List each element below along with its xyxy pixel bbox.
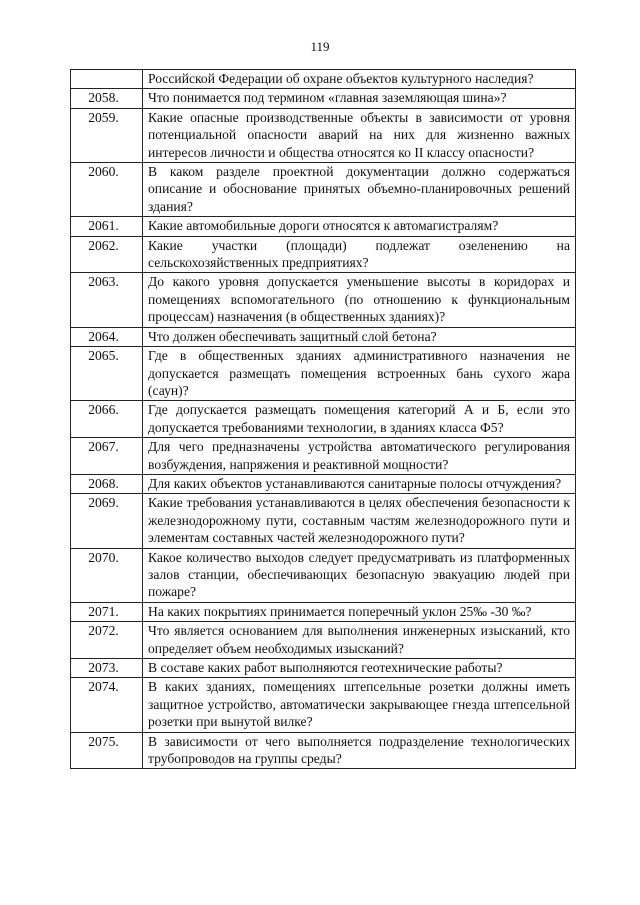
question-text: Для каких объектов устанавливаются санитарные полосы отчуждения? [143, 474, 576, 493]
question-number: 2067. [71, 438, 143, 475]
page-number: 119 [310, 39, 330, 54]
question-text: В составе каких работ выполняются геотехнические работы? [143, 659, 576, 678]
question-text: В зависимости от чего выполняется подразделение технологических трубопроводов на группы среды? [143, 732, 576, 769]
table-row [71, 163, 576, 217]
question-number: 2061. [71, 217, 143, 236]
question-text: До какого уровня допускается уменьшение высоты в коридорах и помещениях вспомогательного (по отношению к функциональным процессам) назначения (в общественных зданиях)? [143, 273, 576, 327]
question-text: Что понимается под термином «главная заземляющая шина»? [143, 89, 576, 108]
question-number: 2065. [71, 347, 143, 401]
question-text: Какие опасные производственные объекты в зависимости от уровня потенциальной опасности аварий на них для жизненно важных интересов личности и общества относятся ко II классу опасности? [143, 108, 576, 162]
table-row [71, 89, 576, 108]
table-row [71, 548, 576, 602]
table-row [71, 273, 576, 327]
table-row [71, 217, 576, 236]
question-text: В каком разделе проектной документации должно содержаться описание и обоснование принятых объемно-планировочных решений здания? [143, 163, 576, 217]
question-number: 2070. [71, 548, 143, 602]
question-number: 2059. [71, 108, 143, 162]
table-row [71, 70, 576, 89]
question-number: 2072. [71, 622, 143, 659]
table-row [71, 622, 576, 659]
question-number: 2064. [71, 327, 143, 346]
question-text: Какое количество выходов следует предусматривать из платформенных залов станции, обеспечивающих безопасную эвакуацию людей при пожаре? [143, 548, 576, 602]
table-row [71, 678, 576, 732]
table-row [71, 108, 576, 162]
question-text: Где в общественных зданиях административного назначения не допускается размещать помещения встроенных бань сухого жара (саун)? [143, 347, 576, 401]
question-number: 2060. [71, 163, 143, 217]
question-text: На каких покрытиях принимается поперечный уклон 25‰ -30 ‰? [143, 602, 576, 621]
question-number: 2071. [71, 602, 143, 621]
question-text: Какие автомобильные дороги относятся к автомагистралям? [143, 217, 576, 236]
table-row [71, 659, 576, 678]
question-text: Где допускается размещать помещения категорий А и Б, если это допускается требованиями технологии, в зданиях класса Ф5? [143, 401, 576, 438]
question-text: В каких зданиях, помещениях штепсельные розетки должны иметь защитное устройство, автоматически закрывающее гнезда штепсельной розетки при вынутой вилке? [143, 678, 576, 732]
question-number: 2063. [71, 273, 143, 327]
table-row [71, 602, 576, 621]
table-row [71, 347, 576, 401]
table-row [71, 494, 576, 548]
question-number: 2069. [71, 494, 143, 548]
questions-table [70, 69, 576, 769]
question-number: 2062. [71, 236, 143, 273]
question-text: Какие требования устанавливаются в целях обеспечения безопасности к железнодорожному пути, составным частям железнодорожного пути и элементам составных частей железнодорожного пути? [143, 494, 576, 548]
table-row [71, 327, 576, 346]
table-row [71, 236, 576, 273]
question-text: Российской Федерации об охране объектов культурного наследия? [143, 70, 576, 89]
question-number: 2073. [71, 659, 143, 678]
question-text: Что является основанием для выполнения инженерных изысканий, кто определяет объем необходимых изысканий? [143, 622, 576, 659]
question-text: Какие участки (площади) подлежат озеленению на сельскохозяйственных предприятиях? [143, 236, 576, 273]
table-row [71, 732, 576, 769]
question-number: 2068. [71, 474, 143, 493]
question-text: Для чего предназначены устройства автоматического регулирования возбуждения, напряжения и реактивной мощности? [143, 438, 576, 475]
question-number: 2074. [71, 678, 143, 732]
table-row [71, 438, 576, 475]
table-row [71, 401, 576, 438]
table-row [71, 474, 576, 493]
question-number: 2066. [71, 401, 143, 438]
question-text: Что должен обеспечивать защитный слой бетона? [143, 327, 576, 346]
question-number: 2058. [71, 89, 143, 108]
question-number [71, 70, 143, 89]
question-number: 2075. [71, 732, 143, 769]
